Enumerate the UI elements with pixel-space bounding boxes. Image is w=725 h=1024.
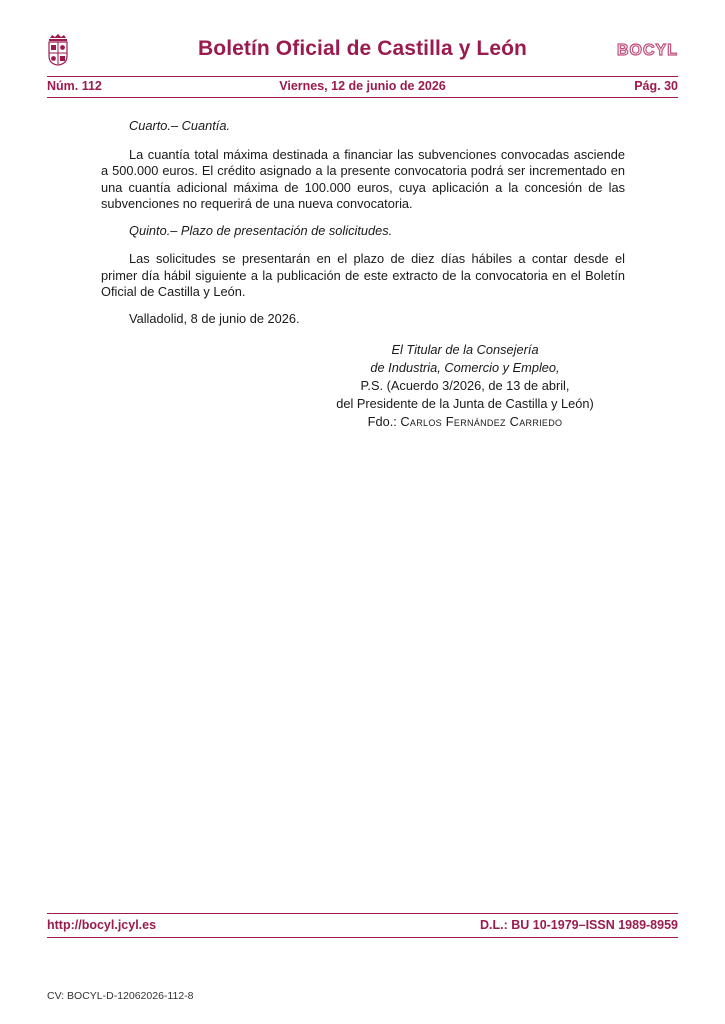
page-number: Pág. 30 — [634, 79, 678, 93]
section-heading-cuarto: Cuarto.– Cuantía. — [129, 118, 231, 133]
signature-line-2: de Industria, Comercio y Empleo, — [370, 360, 560, 375]
bocyl-logo: BOCYL — [617, 42, 678, 59]
signature-line-3: P.S. (Acuerdo 3/2026, de 13 de abril, — [360, 378, 570, 393]
issue-number: Núm. 112 — [47, 79, 102, 93]
bulletin-title: Boletín Oficial de Castilla y León — [198, 37, 527, 60]
signed-prefix: Fdo.: — [367, 414, 401, 429]
legal-deposit: D.L.: BU 10-1979–ISSN 1989-8959 — [479, 918, 678, 932]
signature-block — [300, 341, 630, 431]
footer-rule-top — [47, 913, 678, 914]
issue-date: Viernes, 12 de junio de 2026 — [279, 79, 446, 93]
place-date: Valladolid, 8 de junio de 2026. — [129, 310, 300, 326]
section-text-cuarto: La cuantía total máxima destinada a financiar las subvenciones convocadas asciende a 500.000 euros. El crédito asignado a la presente convocatoria podrá ser incrementado en una cuantía adicional máxima de 100.000 euros, cuya aplicación a la concesión de las subvenciones no requerirá de una nueva convocatoria. — [101, 146, 625, 211]
section-heading-quinto: Quinto.– Plazo de presentación de solicitudes. — [129, 222, 393, 238]
footer-rule-bottom — [47, 937, 678, 938]
header-meta — [47, 79, 678, 95]
document-body — [101, 118, 625, 337]
section-text-quinto: Las solicitudes se presentarán en el plazo de diez días hábiles a contar desde el primer día hábil siguiente a la publicación de este extracto de la convocatoria en el Boletín Oficial de Castilla y León. — [101, 251, 625, 299]
footer-meta — [47, 918, 678, 934]
signature-line-1: El Titular de la Consejería — [391, 342, 539, 357]
signature-line-4: del Presidente de la Junta de Castilla y León) — [336, 396, 594, 411]
bulletin-url-link[interactable]: http://bocyl.jcyl.es — [47, 918, 157, 932]
header-rule-top — [47, 76, 678, 77]
signature-signed-line — [300, 413, 630, 431]
verification-code: CV: BOCYL-D-12062026-112-8 — [47, 990, 194, 1002]
signer-name: Carlos Fernández Carriedo — [400, 414, 563, 429]
header-rule-bottom — [47, 97, 678, 98]
